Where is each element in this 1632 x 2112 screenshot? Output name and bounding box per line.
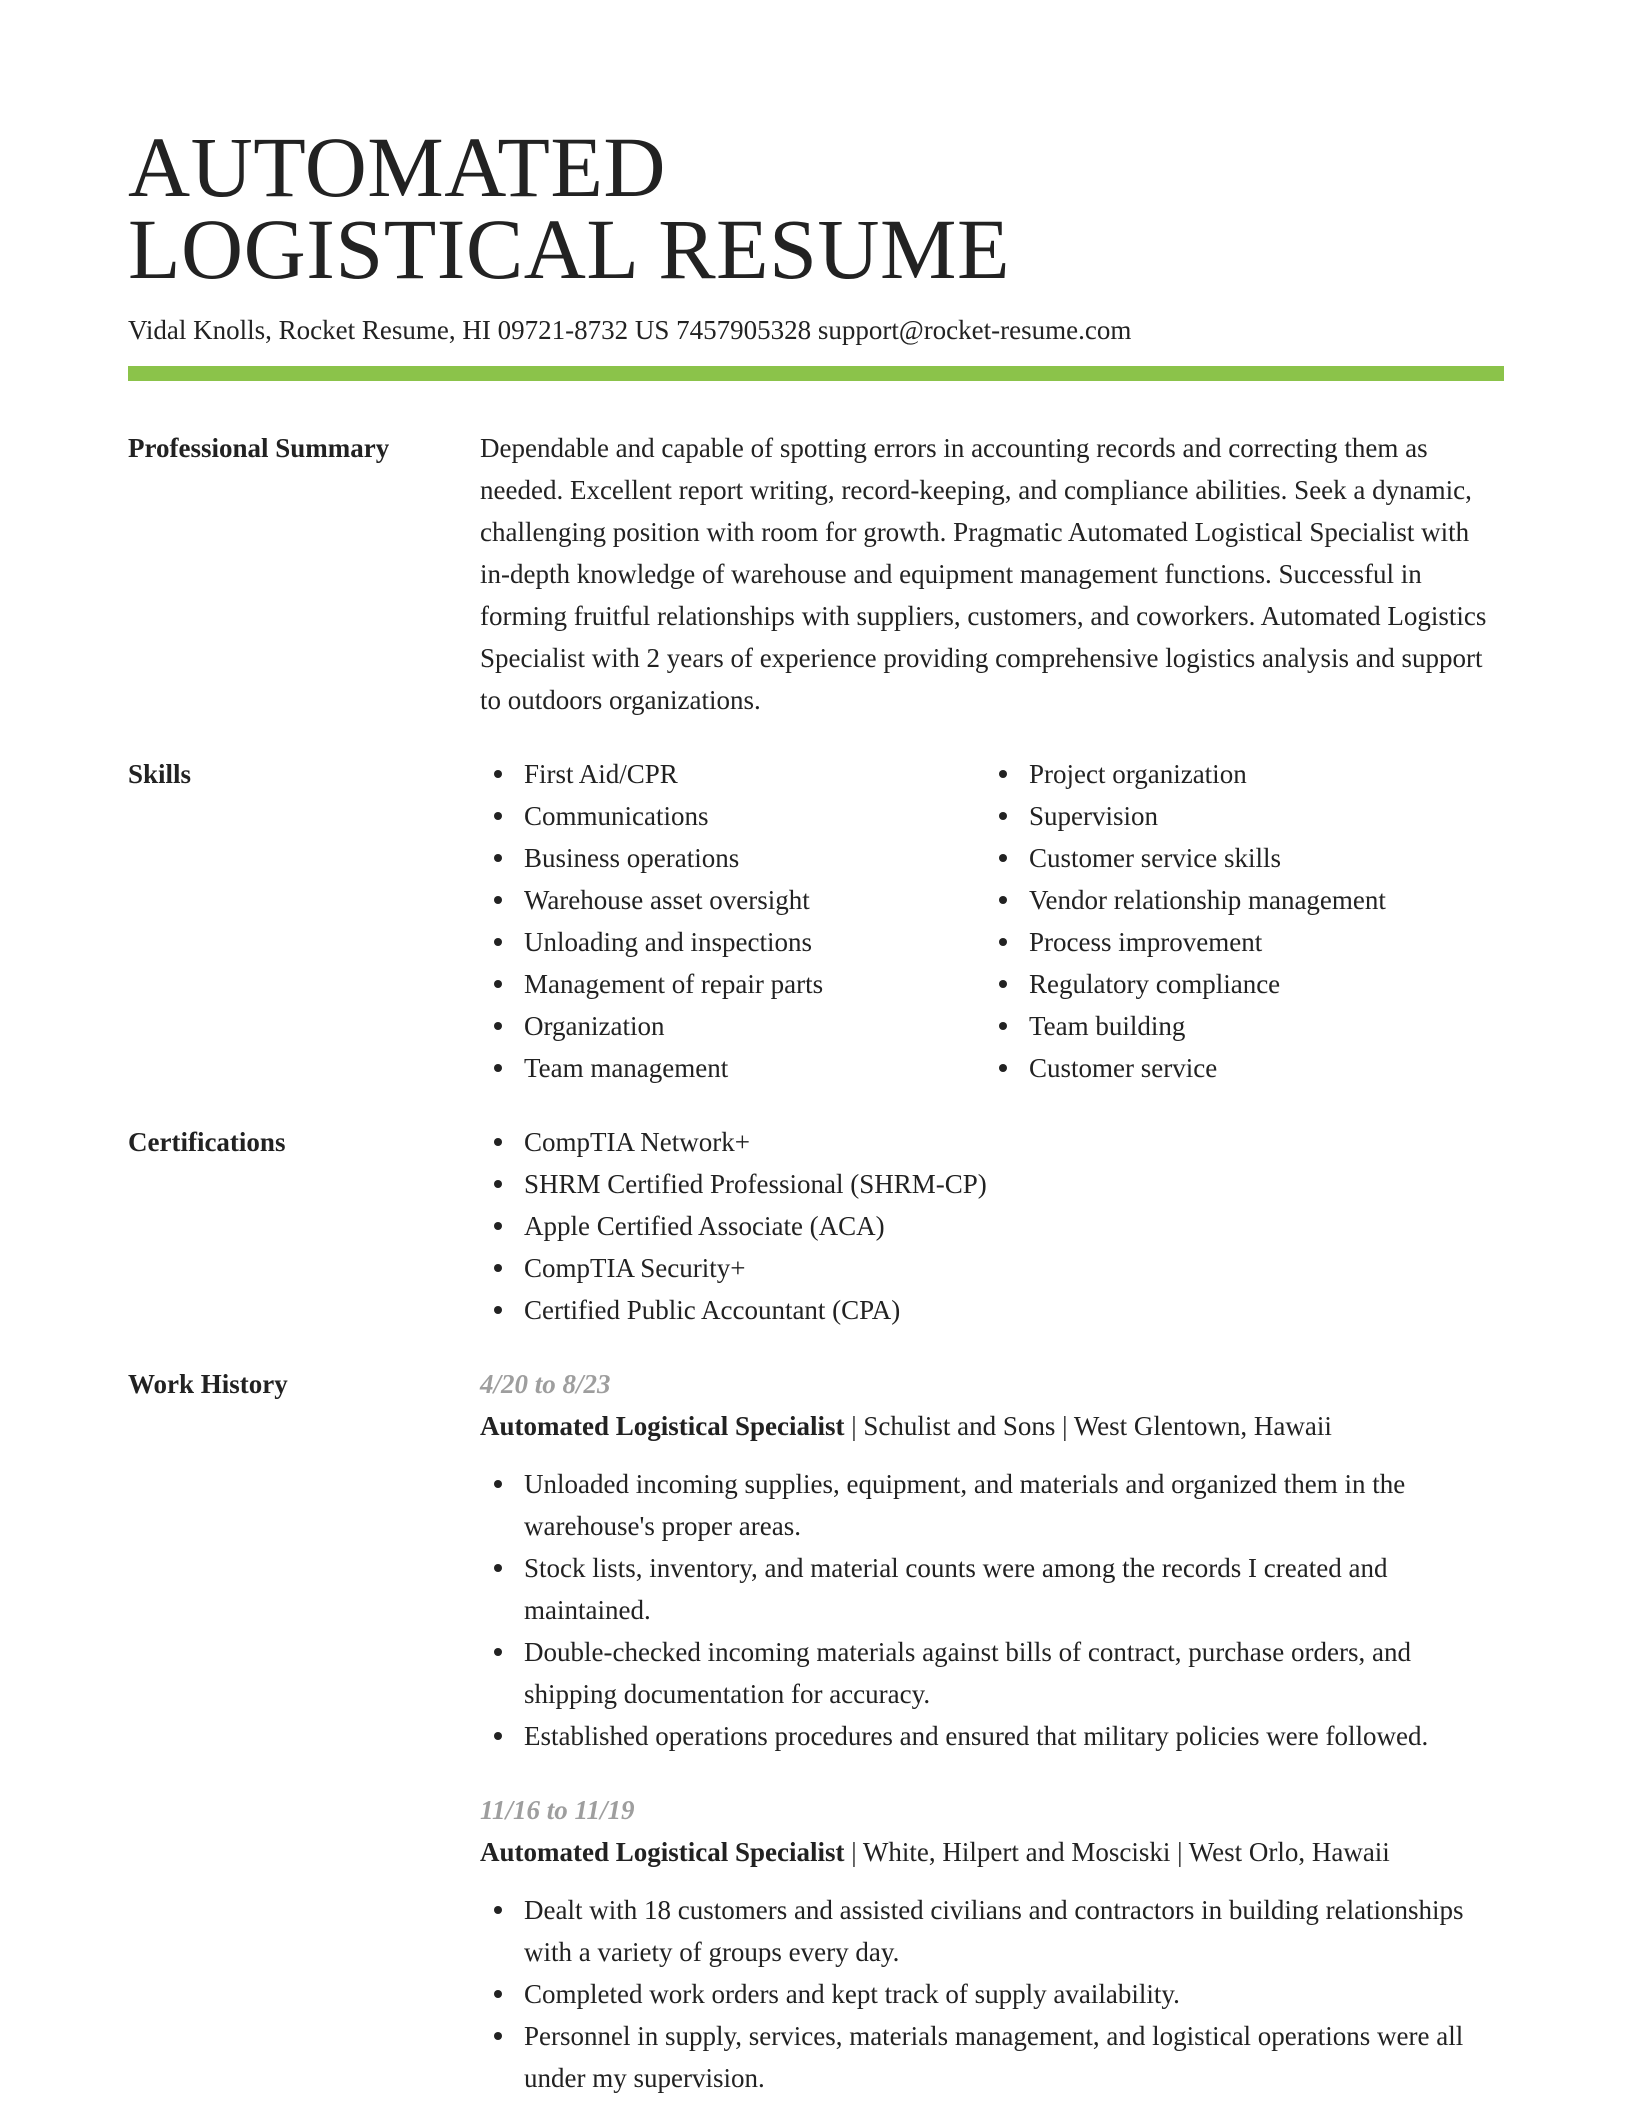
skill-item: Regulatory compliance xyxy=(985,963,1490,1005)
skill-item: Customer service xyxy=(985,1047,1490,1089)
section-label-skills: Skills xyxy=(128,759,192,789)
skill-item: Team building xyxy=(985,1005,1490,1047)
skill-item: Unloading and inspections xyxy=(480,921,985,963)
certifications-list xyxy=(480,1121,1504,1331)
job-title-line xyxy=(480,1831,1504,1873)
skills-list-left xyxy=(480,753,985,1089)
job-employer-location: | White, Hilpert and Mosciski | West Orlo, Hawaii xyxy=(844,1837,1390,1867)
skills-list-right xyxy=(985,753,1490,1089)
job-entry xyxy=(480,1363,1504,1757)
job-employer-location: | Schulist and Sons | West Glentown, Hawaii xyxy=(844,1411,1332,1441)
certification-item: Apple Certified Associate (ACA) xyxy=(480,1205,1504,1247)
skills-grid xyxy=(480,753,1504,1089)
section-label-work-history: Work History xyxy=(128,1369,288,1399)
certifications-section xyxy=(128,1121,1504,1331)
job-dates: 4/20 to 8/23 xyxy=(480,1369,611,1399)
job-duty: Stock lists, inventory, and material counts were among the records I created and maintained. xyxy=(480,1547,1504,1631)
section-label-summary: Professional Summary xyxy=(128,433,390,463)
skill-item: Vendor relationship management xyxy=(985,879,1490,921)
section-label-certifications: Certifications xyxy=(128,1127,286,1157)
skill-item: Team management xyxy=(480,1047,985,1089)
job-duties-list xyxy=(480,1463,1504,1757)
job-duty: Completed work orders and kept track of supply availability. xyxy=(480,1973,1504,2015)
job-duty: Unloaded incoming supplies, equipment, and materials and organized them in the warehouse's proper areas. xyxy=(480,1463,1504,1547)
skill-item: Warehouse asset oversight xyxy=(480,879,985,921)
summary-text: Dependable and capable of spotting errors in accounting records and correcting them as needed. Excellent report writing, record-keeping, and compliance abilities. Seek a dynamic, challenging position with room for growth. Pragmatic Automated Logistical Specialist with in-depth knowledge of warehouse and equipment management functions. Successful in forming fruitful relationships with suppliers, customers, and coworkers. Automated Logistics Specialist with 2 years of experience providing comprehensive logistics analysis and support to outdoors organizations. xyxy=(480,433,1487,715)
skill-item: Supervision xyxy=(985,795,1490,837)
skill-item: Project organization xyxy=(985,753,1490,795)
job-title: Automated Logistical Specialist xyxy=(480,1837,845,1867)
job-entry xyxy=(480,1789,1504,2099)
job-duty: Dealt with 18 customers and assisted civilians and contractors in building relationships with a variety of groups every day. xyxy=(480,1889,1504,1973)
certifications-body xyxy=(480,1121,1504,1331)
work-history-body xyxy=(480,1363,1504,2099)
contact-info: Vidal Knolls, Rocket Resume, HI 09721-8732 US 7457905328 support@rocket-resume.com xyxy=(128,315,1132,345)
certification-item: Certified Public Accountant (CPA) xyxy=(480,1289,1504,1331)
accent-divider xyxy=(128,366,1504,381)
skills-section xyxy=(128,753,1504,1089)
skills-body xyxy=(480,753,1504,1089)
skill-item: Organization xyxy=(480,1005,985,1047)
job-title: Automated Logistical Specialist xyxy=(480,1411,845,1441)
summary-section xyxy=(128,427,1504,721)
skill-item: Communications xyxy=(480,795,985,837)
job-duty: Personnel in supply, services, materials management, and logistical operations were all under my supervision. xyxy=(480,2015,1504,2099)
skill-item: Business operations xyxy=(480,837,985,879)
skill-item: Process improvement xyxy=(985,921,1490,963)
certification-item: SHRM Certified Professional (SHRM-CP) xyxy=(480,1163,1504,1205)
job-duty: Double-checked incoming materials against bills of contract, purchase orders, and shipping documentation for accuracy. xyxy=(480,1631,1504,1715)
job-dates: 11/16 to 11/19 xyxy=(480,1795,635,1825)
title-line-1: AUTOMATED xyxy=(128,119,667,215)
certification-item: CompTIA Security+ xyxy=(480,1247,1504,1289)
title-line-2: LOGISTICAL RESUME xyxy=(128,201,1011,297)
skill-item: First Aid/CPR xyxy=(480,753,985,795)
job-title-line xyxy=(480,1405,1504,1447)
certification-item: CompTIA Network+ xyxy=(480,1121,1504,1163)
job-duty: Established operations procedures and ensured that military policies were followed. xyxy=(480,1715,1504,1757)
resume-title xyxy=(128,119,1504,297)
skill-item: Management of repair parts xyxy=(480,963,985,1005)
job-duties-list xyxy=(480,1889,1504,2099)
work-history-section xyxy=(128,1363,1504,2099)
skill-item: Customer service skills xyxy=(985,837,1490,879)
